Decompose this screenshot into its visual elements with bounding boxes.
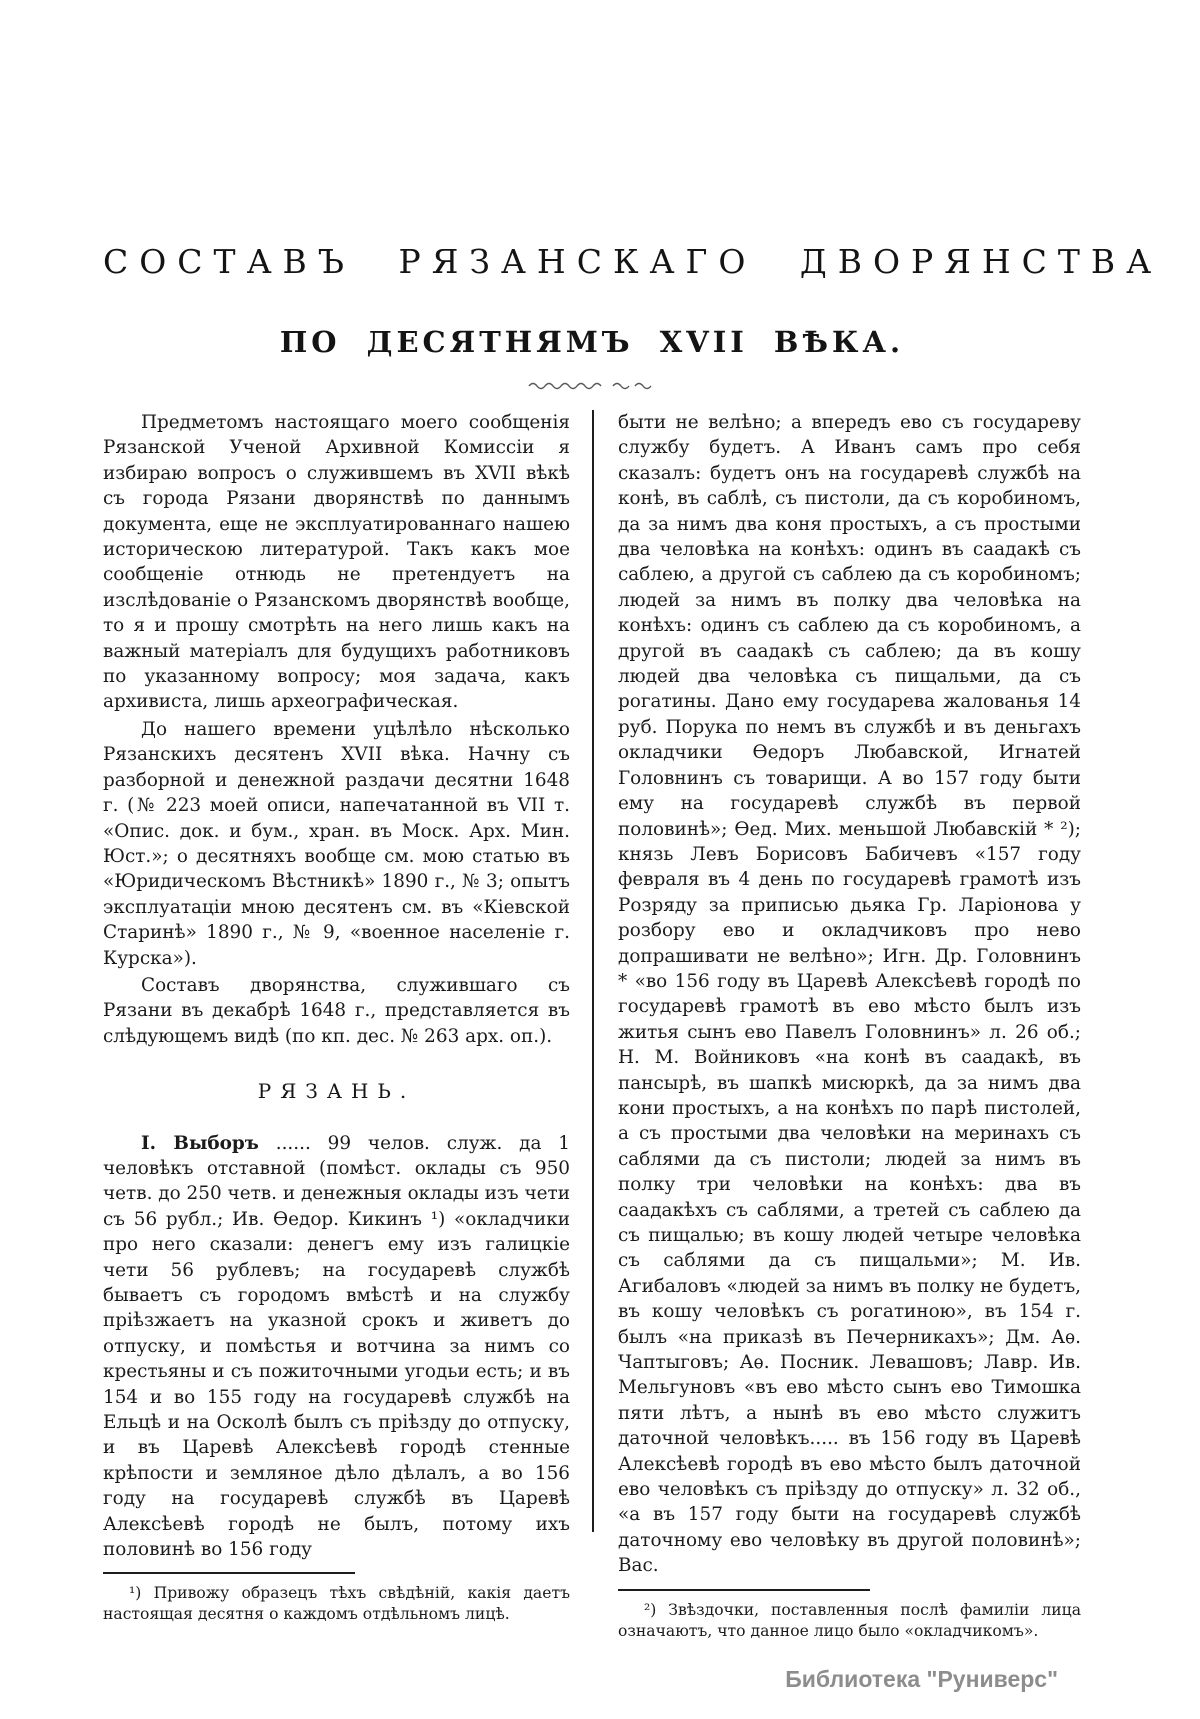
entry-paragraph bbox=[103, 1131, 570, 1563]
left-column bbox=[103, 410, 592, 1624]
footnote-2: ²) Звѣздочки, поставленныя послѣ фамиліи лица означаютъ, что данное лицо было «окладчикомъ». bbox=[618, 1600, 1081, 1640]
right-column bbox=[592, 410, 1081, 1640]
page-content bbox=[103, 242, 1163, 1640]
continuation-text: быти не велѣно; а впередъ ево съ государеву службу будетъ. А Иванъ самъ про себя сказалъ: будетъ онъ на государевѣ службѣ на конѣ, въ саблѣ, съ пистоли, да съ коробиномъ, да за нимъ два коня простыхъ, а съ простыми два человѣка на конѣхъ: одинъ въ саадакѣ съ саблею, а другой съ саблею да съ коробиномъ; людей за нимъ въ полку два человѣка на конѣхъ: одинъ съ саблею да съ коробиномъ, а другой въ саадакѣ съ саблею; да въ кошу людей два человѣка съ пищальми, да съ рогатины. Дано ему государева жалованья 14 руб. Порука по немъ въ службѣ и въ деньгахъ окладчики Ѳедоръ Любавской, Игнатей Головнинъ съ товарищи. А во 157 году быти ему на государевѣ службѣ въ первой половинѣ»; Ѳед. Мих. меньшой Любавскій * ²); князь Левъ Борисовъ Бабичевъ «157 году февраля въ 4 день по государевѣ грамотѣ изъ Розряду за приписью дьяка Гр. Ларіонова у розбору ево и окладчиковъ про нево допрашивати не велѣно»; Игн. Др. Головнинъ * «во 156 году въ Царевѣ Алексѣевѣ городѣ по государевѣ грамотѣ въ ево мѣсто былъ изъ житья сынъ ево Павелъ Головнинъ» л. 26 об.; Н. М. Войниковъ «на конѣ въ саадакѣ, въ пансырѣ, въ шапкѣ мисюркѣ, да за нимъ два кони простыхъ, а на конѣхъ по парѣ пистолей, а съ простыми два человѣки на меринахъ съ саблями да съ пистоли; людей за нимъ въ полку три человѣки на конѣхъ: два въ саадакѣхъ съ саблями, а третей съ саблею да съ пищалью; въ кошу людей четыре человѣка съ саблями да съ пищальми»; М. Ив. Агибаловъ «людей за нимъ въ полку не будетъ, въ кошу человѣкъ съ рогатиною», въ 154 г. былъ «на приказѣ въ Печерникахъ»; Дм. Аѳ. Чаптыговъ; Аѳ. Посник. Левашовъ; Лавр. Ив. Мельгуновъ «въ ево мѣсто сынъ ево Тимошка пяти лѣтъ, а нынѣ въ ево мѣсто служитъ даточной человѣкъ..... въ 156 году въ Царевѣ Алексѣевѣ городѣ въ ево мѣсто былъ даточной ево человѣкъ съ пріѣзду до отпуску» л. 32 об., «а въ 157 году быти на государевѣ службѣ даточному ево человѣку въ другой половинѣ»; Вас. bbox=[618, 412, 1081, 1577]
intro-paragraph-1: Предметомъ настоящаго моего сообщенія Рязанской Ученой Архивной Комиссіи я избираю вопросъ о служившемъ въ XVII вѣкѣ съ города Рязани дворянствѣ по даннымъ документа, еще не эксплуатированнаго нашею историческою литературой. Такъ какъ мое сообщеніе отнюдь не претендуетъ на изслѣдованіе о Рязанскомъ дворянствѣ вообще, то я и прошу смотрѣть на него лишь какъ на важный матеріалъ для будущихъ работниковъ по указанному вопросу; моя задача, какъ архивиста, лишь археографическая. bbox=[103, 412, 570, 713]
footnote-separator bbox=[618, 1589, 870, 1591]
intro-paragraph-3: Составъ дворянства, служившаго съ Рязани въ декабрѣ 1648 г., представляется въ слѣдующемъ видѣ (по кп. дес. № 263 арх. оп.). bbox=[103, 974, 570, 1047]
entry-body-text: ...... 99 челов. служ. да 1 человѣкъ отставной (помѣст. оклады съ 950 четв. до 250 четв. и денежныя оклады изъ чети съ 56 рубл.; Ив. Ѳедор. Кикинъ ¹) «окладчики про него сказали: денегъ ему изъ галицкіе чети 56 рублевъ; на государевѣ службѣ бываетъ съ городомъ вмѣстѣ и на службу пріѣзжаетъ на указной срокъ и живетъ до отпуску, и помѣстья и вотчина за нимъ со крестьяны и съ пожиточными угодьи есть; и въ 154 и во 155 году на государевѣ службѣ на Ельцѣ и на Осколѣ былъ съ пріѣзду до отпуску, и въ Царевѣ Алексѣевѣ городѣ стенные крѣпости и земляное дѣло дѣлалъ, а во 156 году на государевѣ службѣ въ Царевѣ Алексѣевѣ городѣ не былъ, потому ихъ половинѣ во 156 году bbox=[103, 1132, 570, 1561]
section-heading-ryazan: РЯЗАНЬ. bbox=[257, 1079, 416, 1104]
footnote-separator bbox=[103, 1572, 355, 1574]
intro-paragraph-2: До нашего времени уцѣлѣло нѣсколько Рязанскихъ десятенъ XVII вѣка. Начну съ разборной и денежной раздачи десятни 1648 г. (№ 223 моей описи, напечатанной въ VII т. «Опис. док. и бум., хран. въ Моск. Арх. Мин. Юст.»; о десятняхъ вообще см. мою статью въ «Юридическомъ Вѣстникѣ» 1890 г., № 3; опытъ эксплуатаціи мною десятенъ см. въ «Кіевской Старинѣ» 1890 г., № 9, «военное населеніе г. Курска»). bbox=[103, 718, 570, 969]
right-footnote-block bbox=[618, 1579, 1081, 1642]
ornament-divider-icon bbox=[522, 375, 662, 394]
article-subtitle: ПО ДЕСЯТНЯМЪ XVII ВѢКА. bbox=[279, 325, 905, 359]
left-footnote-block bbox=[103, 1562, 570, 1625]
entry-lead-vybor: І. Выборъ bbox=[141, 1132, 259, 1154]
article-title: СОСТАВЪ РЯЗАНСКАГО ДВОРЯНСТВА bbox=[103, 242, 1163, 281]
library-watermark: Библиотека "Руниверс" bbox=[785, 1666, 1058, 1692]
footnote-1: ¹) Привожу образецъ тѣхъ свѣдѣній, какія даетъ настоящая десятня о каждомъ отдѣльномъ лицѣ. bbox=[103, 1584, 570, 1624]
two-column-text bbox=[103, 410, 1081, 1640]
